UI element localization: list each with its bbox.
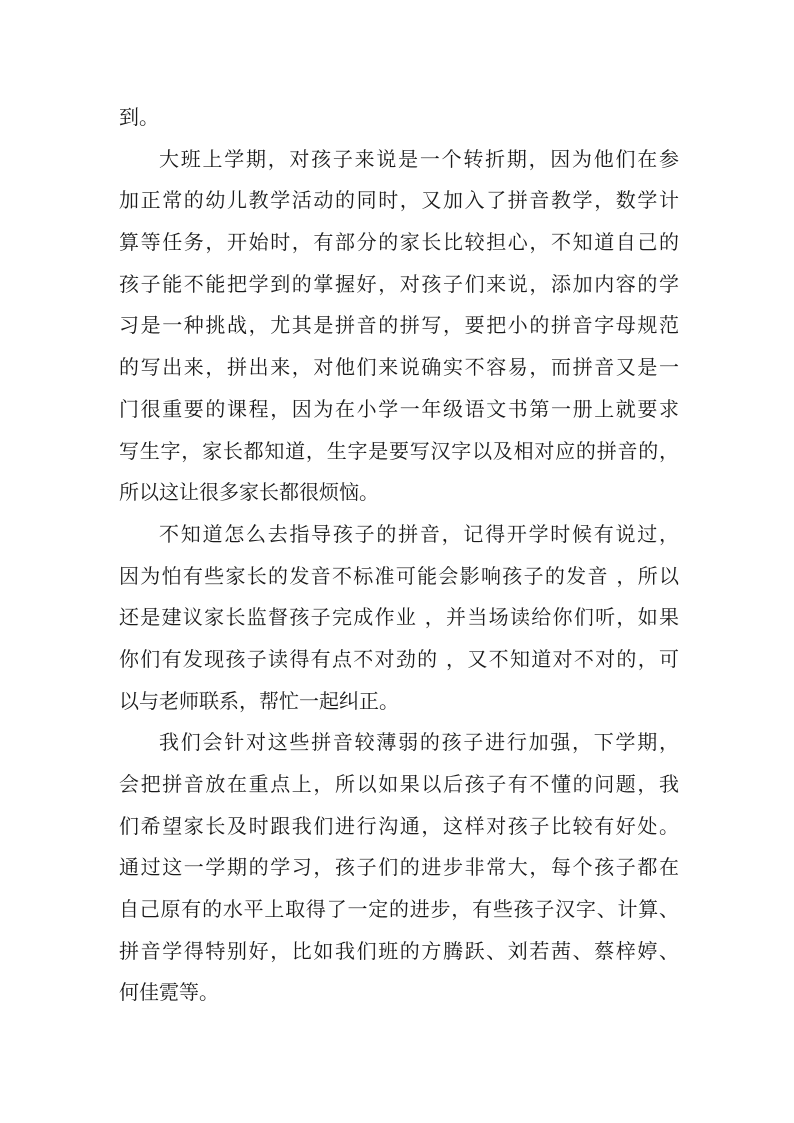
text-line-15: 以与老师联系，帮忙一起纠正。 bbox=[119, 688, 399, 713]
text-line-12: 因为怕有些家长的发音不标准可能会影响孩子的发音 ，所以 bbox=[119, 563, 679, 588]
text-line-20: 自己原有的水平上取得了一定的进步，有些孩子汉字、计算、 bbox=[119, 897, 679, 922]
body-text bbox=[119, 97, 679, 1014]
text-line-4: 算等任务，开始时，有部分的家长比较担心，不知道自己的 bbox=[119, 230, 679, 255]
text-line-9: 写生字，家长都知道，生字是要写汉字以及相对应的拼音的， bbox=[119, 438, 679, 463]
text-line-5: 孩子能不能把学到的掌握好，对孩子们来说，添加内容的学 bbox=[119, 271, 679, 296]
text-line-2: 大班上学期，对孩子来说是一个转折期，因为他们在参 bbox=[159, 146, 679, 171]
text-line-21: 拼音学得特别好，比如我们班的方腾跃、刘若茜、蔡梓婷、 bbox=[119, 938, 679, 963]
text-line-7: 的写出来，拼出来，对他们来说确实不容易，而拼音又是一 bbox=[119, 355, 679, 380]
text-line-22: 何佳霓等。 bbox=[119, 980, 219, 1005]
text-line-8: 门很重要的课程，因为在小学一年级语文书第一册上就要求 bbox=[119, 396, 679, 421]
text-line-6: 习是一种挑战，尤其是拼音的拼写，要把小的拼音字母规范 bbox=[119, 313, 679, 338]
text-line-11: 不知道怎么去指导孩子的拼音，记得开学时候有说过， bbox=[159, 521, 679, 546]
text-line-10: 所以这让很多家长都很烦恼。 bbox=[119, 480, 379, 505]
text-line-1: 到。 bbox=[119, 105, 159, 129]
text-line-3: 加正常的幼儿教学活动的同时，又加入了拼音教学，数学计 bbox=[119, 188, 679, 213]
text-line-17: 会把拼音放在重点上，所以如果以后孩子有不懂的问题，我 bbox=[119, 772, 679, 796]
text-line-18: 们希望家长及时跟我们进行沟通，这样对孩子比较有好处。 bbox=[119, 813, 679, 838]
text-line-13: 还是建议家长监督孩子完成作业 ，并当场读给你们听，如果 bbox=[119, 605, 679, 630]
text-line-19: 通过这一学期的学习，孩子们的进步非常大，每个孩子都在 bbox=[119, 855, 679, 880]
text-line-14: 你们有发现孩子读得有点不对劲的 ，又不知道对不对的，可 bbox=[119, 646, 679, 671]
text-line-16: 我们会针对这些拼音较薄弱的孩子进行加强，下学期， bbox=[159, 730, 679, 755]
